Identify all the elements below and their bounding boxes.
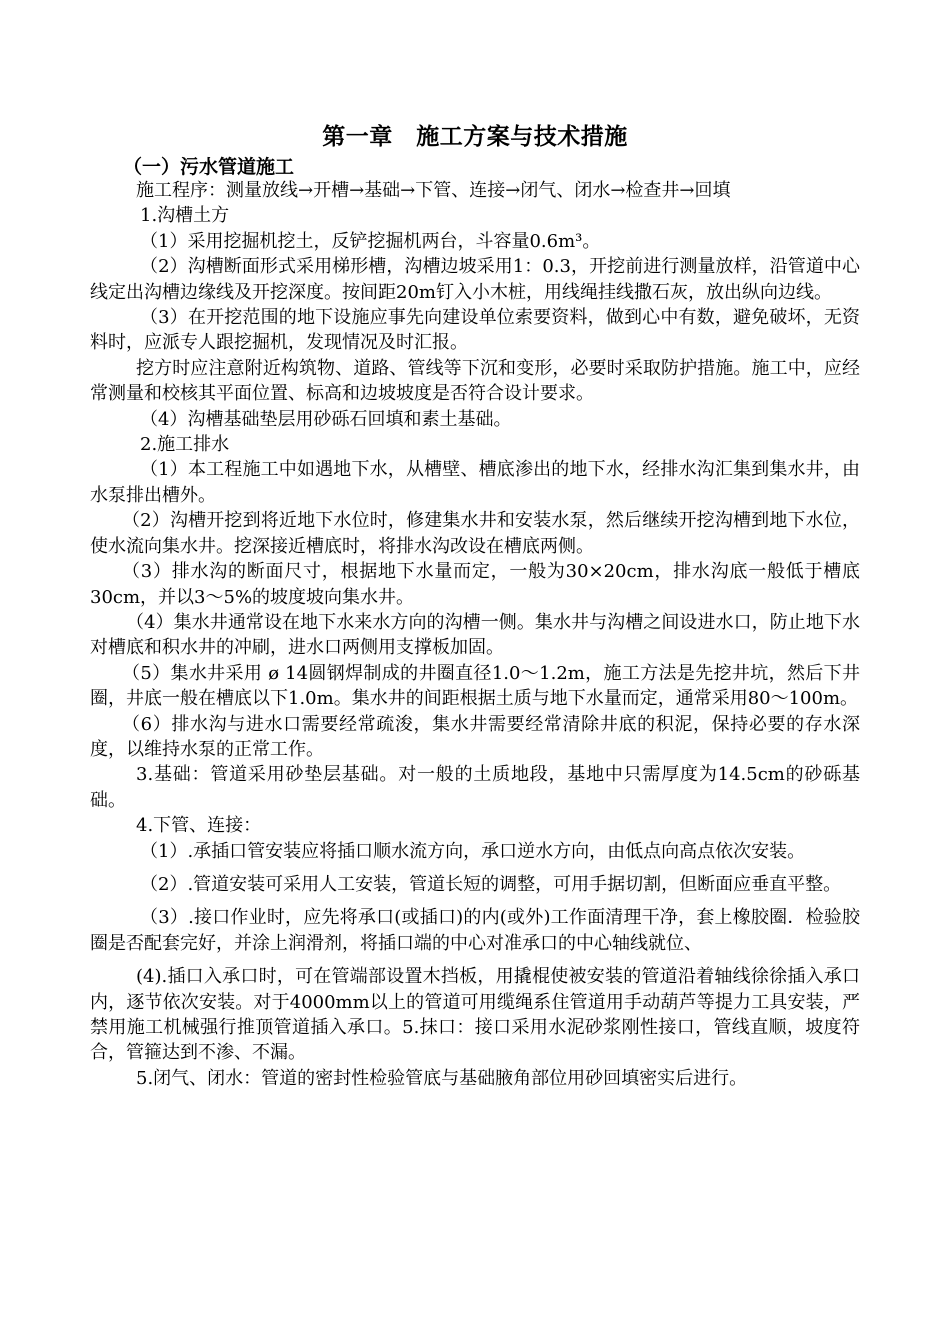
- paragraph: 挖方时应注意附近构筑物、道路、管线等下沉和变形，必要时采取防护措施。施工中，应经常测量和校核其平面位置、标高和边坡坡度是否符合设计要求。: [90, 357, 860, 405]
- paragraph: （6）排水沟与进水口需要经常疏浚，集水井需要经常清除井底的积泥，保持必要的存水深度，以维持水泵的正常工作。: [90, 713, 860, 760]
- section-heading: （一）污水管道施工: [123, 156, 295, 178]
- paragraph-heading-drainage: 2.施工排水: [140, 434, 230, 456]
- paragraph: （3）在开挖范围的地下设施应事先向建设单位索要资料，做到心中有数，避免破坏，无资料时，应派专人跟挖掘机，发现情况及时汇报。: [90, 307, 860, 354]
- paragraph-heading-trench: 1.沟槽土方: [140, 205, 230, 227]
- paragraph: （1）采用挖掘机挖土，反铲挖掘机两台，斗容量0.6m³。: [140, 230, 601, 252]
- paragraph: （4）沟槽基础垫层用砂砾石回填和素土基础。: [140, 408, 512, 430]
- paragraph: （2）沟槽开挖到将近地下水位时，修建集水井和安装水泵，然后继续开挖沟槽到地下水位，使水流向集水井。挖深接近槽底时，将排水沟改设在槽底两侧。: [90, 510, 860, 557]
- chapter-title: 第一章 施工方案与技术措施: [322, 123, 628, 150]
- paragraph: （1）.承插口管安装应将插口顺水流方向，承口逆水方向，由低点向高点依次安装。: [140, 840, 806, 862]
- paragraph: （1）本工程施工中如遇地下水，从槽壁、槽底渗出的地下水，经排水沟汇集到集水井，由水泵排出槽外。: [90, 459, 860, 506]
- paragraph-heading-pipe-laying: 4.下管、连接：: [136, 815, 262, 837]
- paragraph: (4).插口入承口时，可在管端部设置木挡板，用撬棍使被安装的管道沿着轴线徐徐插入承口内，逐节依次安装。对于4000mm以上的管道可用缆绳系住管道用手动葫芦等提力工具安装，严禁用施工机械强行推顶管道插入承口。5.抹口：接口采用水泥砂浆刚性接口，管线直顺，坡度符合，管箍达到不渗、不漏。: [90, 966, 860, 1064]
- paragraph: （3）排水沟的断面尺寸，根据地下水量而定，一般为30×20cm，排水沟底一般低于槽底30cm，并以3～5%的坡度坡向集水井。: [90, 561, 860, 608]
- paragraph: （2）沟槽断面形式采用梯形槽，沟槽边坡采用1：0.3，开挖前进行测量放样，沿管道中心线定出沟槽边缘线及开挖深度。按间距20m钉入小木桩，用线绳挂线撒石灰，放出纵向边线。: [90, 256, 860, 303]
- paragraph: （4）集水井通常设在地下水来水方向的沟槽一侧。集水井与沟槽之间设进水口，防止地下水对槽底和积水井的冲刷，进水口两侧用支撑板加固。: [90, 611, 860, 659]
- paragraph-heading-foundation: 3.基础：管道采用砂垫层基础。对一般的土质地段，基地中只需厚度为14.5cm的砂砾基础。: [90, 764, 860, 811]
- paragraph: （5）集水井采用 ø 14圆钢焊制成的井圈直径1.0～1.2m，施工方法是先挖井坑，然后下井圈，井底一般在槽底以下1.0m。集水井的间距根据土质与地下水量而定，通常采用80～100m。: [90, 662, 860, 710]
- paragraph: （3）.接口作业时，应先将承口(或插口)的内(或外)工作面清理干净，套上橡胶圈．检验胶圈是否配套完好，并涂上润滑剂，将插口端的中心对准承口的中心轴线就位、: [90, 907, 860, 954]
- paragraph-heading-air-water-test: 5.闭气、闭水：管道的密封性检验管底与基础腋角部位用砂回填密实后进行。: [136, 1067, 748, 1089]
- paragraph-procedure: 施工程序：测量放线→开槽→基础→下管、连接→闭气、闭水→检查井→回填: [136, 180, 731, 201]
- document-body: [90, 178, 860, 1091]
- paragraph: （2）.管道安装可采用人工安装，管道长短的调整，可用手据切割，但断面应垂直平整。: [140, 873, 842, 895]
